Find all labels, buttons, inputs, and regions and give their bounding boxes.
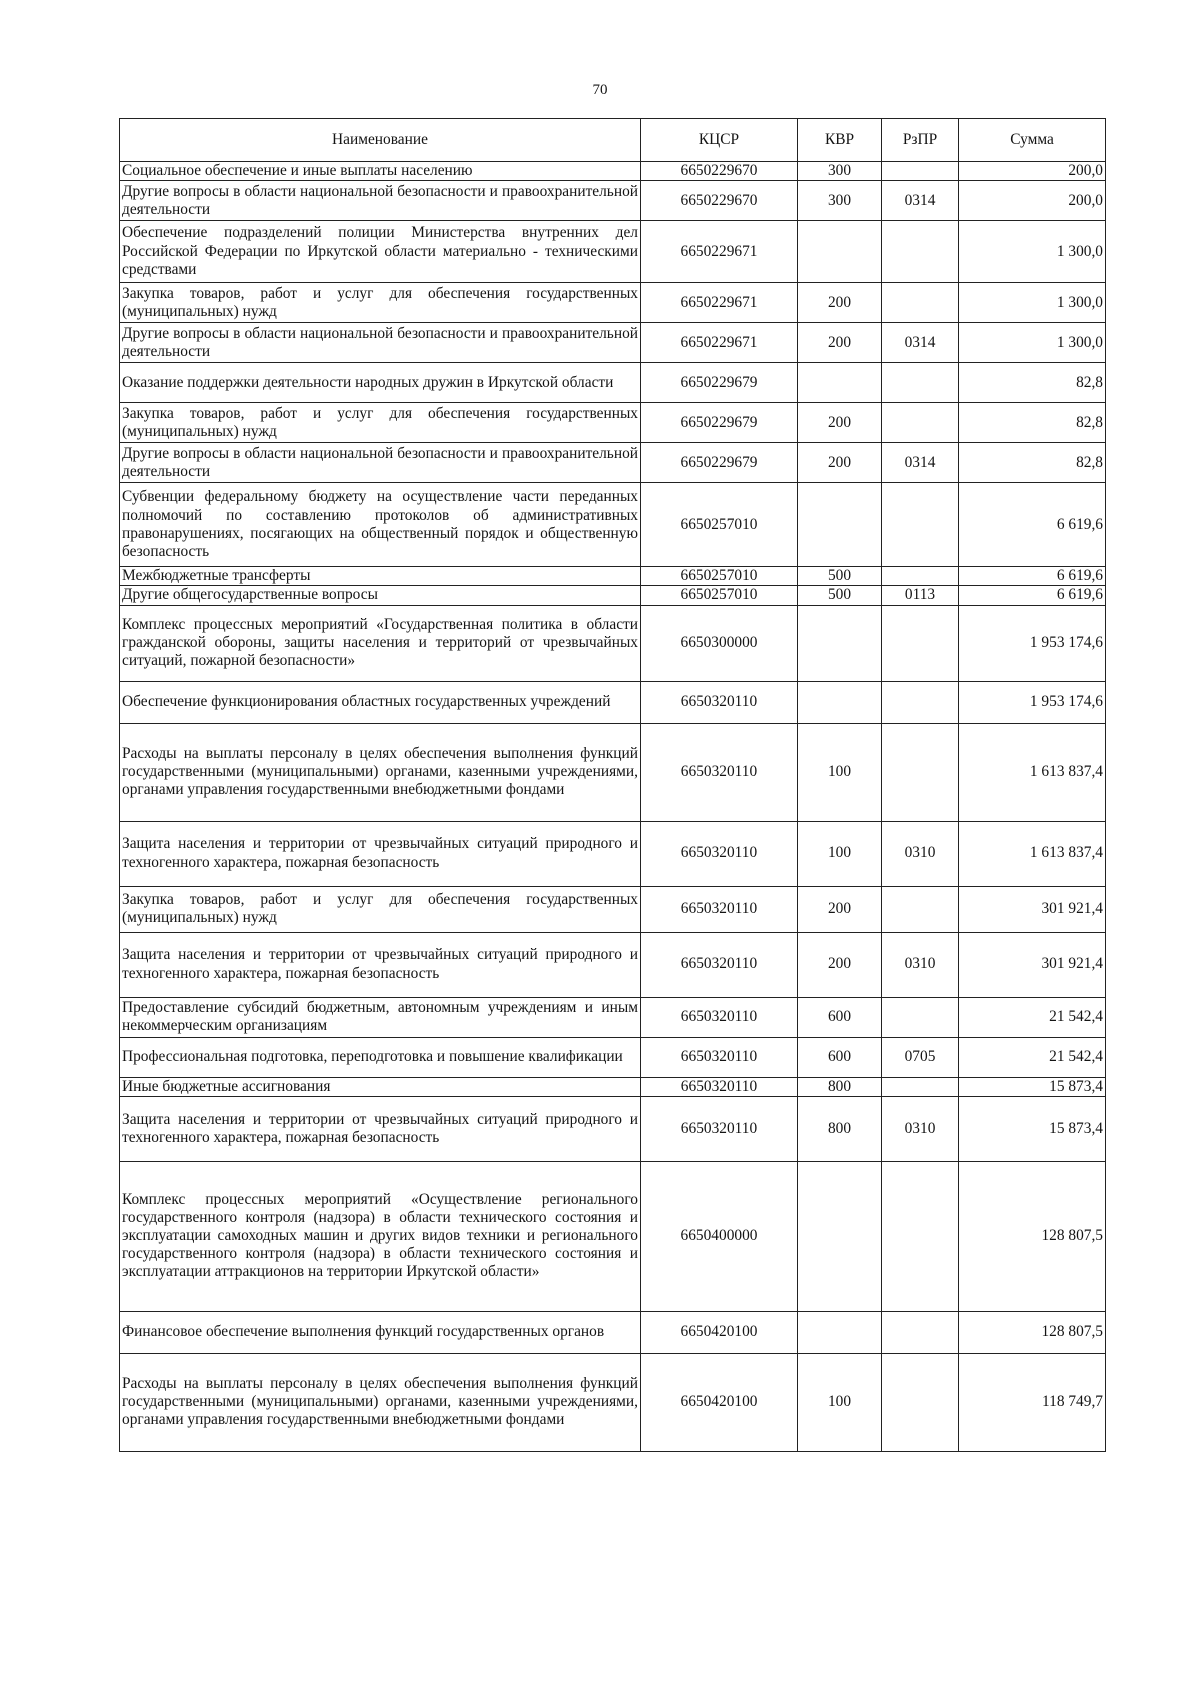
row-kcsr: 6650320110 <box>641 1037 798 1077</box>
table-row <box>120 1037 1106 1077</box>
row-kvr: 500 <box>798 586 882 605</box>
row-kcsr: 6650320110 <box>641 886 798 932</box>
row-kvr: 100 <box>798 821 882 886</box>
row-rzpr <box>882 723 959 821</box>
row-kcsr: 6650320110 <box>641 1077 798 1096</box>
column-header-sum: Сумма <box>959 119 1106 162</box>
table-row <box>120 283 1106 323</box>
column-header-name: Наименование <box>120 119 641 162</box>
row-kvr <box>798 681 882 723</box>
row-kvr: 100 <box>798 723 882 821</box>
table-row <box>120 886 1106 932</box>
table-row <box>120 221 1106 283</box>
row-sum: 21 542,4 <box>959 1037 1106 1077</box>
row-kvr: 200 <box>798 886 882 932</box>
row-kcsr: 6650320110 <box>641 1096 798 1161</box>
row-name: Расходы на выплаты персоналу в целях обеспечения выполнения функций государственными (муниципальными) органами, казенными учреждениями, органами управления государственными внебюджетными фондами <box>120 723 641 821</box>
table-row <box>120 363 1106 403</box>
row-sum: 21 542,4 <box>959 997 1106 1037</box>
row-sum: 301 921,4 <box>959 886 1106 932</box>
row-name: Финансовое обеспечение выполнения функций государственных органов <box>120 1311 641 1353</box>
row-kcsr: 6650300000 <box>641 605 798 681</box>
row-sum: 200,0 <box>959 162 1106 181</box>
row-kvr: 100 <box>798 1353 882 1451</box>
row-rzpr <box>882 997 959 1037</box>
row-rzpr <box>882 283 959 323</box>
row-kcsr: 6650320110 <box>641 997 798 1037</box>
row-kcsr: 6650229671 <box>641 221 798 283</box>
table-row <box>120 443 1106 483</box>
row-rzpr: 0314 <box>882 443 959 483</box>
row-kcsr: 6650229670 <box>641 162 798 181</box>
table-row <box>120 1311 1106 1353</box>
row-sum: 118 749,7 <box>959 1353 1106 1451</box>
row-kvr: 300 <box>798 181 882 221</box>
column-header-kvr: КВР <box>798 119 882 162</box>
row-name: Оказание поддержки деятельности народных дружин в Иркутской области <box>120 363 641 403</box>
row-name: Закупка товаров, работ и услуг для обеспечения государственных (муниципальных) нужд <box>120 283 641 323</box>
row-rzpr <box>882 162 959 181</box>
table-row <box>120 567 1106 586</box>
row-rzpr <box>882 681 959 723</box>
row-sum: 128 807,5 <box>959 1311 1106 1353</box>
table-row <box>120 821 1106 886</box>
row-rzpr <box>882 483 959 567</box>
row-kcsr: 6650229671 <box>641 283 798 323</box>
row-name: Предоставление субсидий бюджетным, автономным учреждениям и иным некоммерческим организациям <box>120 997 641 1037</box>
row-name: Другие вопросы в области национальной безопасности и правоохранительной деятельности <box>120 443 641 483</box>
column-header-kcsr: КЦСР <box>641 119 798 162</box>
table-row <box>120 586 1106 605</box>
row-kvr <box>798 1311 882 1353</box>
row-rzpr <box>882 403 959 443</box>
row-rzpr: 0113 <box>882 586 959 605</box>
budget-table <box>119 118 1106 1452</box>
row-kvr: 300 <box>798 162 882 181</box>
row-name: Межбюджетные трансферты <box>120 567 641 586</box>
row-kvr: 200 <box>798 403 882 443</box>
row-kcsr: 6650320110 <box>641 821 798 886</box>
row-name: Комплекс процессных мероприятий «Государственная политика в области гражданской обороны, защиты населения и территорий от чрезвычайных ситуаций, пожарной безопасности» <box>120 605 641 681</box>
table-row <box>120 1161 1106 1311</box>
row-kvr <box>798 221 882 283</box>
row-name: Защита населения и территории от чрезвычайных ситуаций природного и техногенного характера, пожарная безопасность <box>120 821 641 886</box>
row-kcsr: 6650229670 <box>641 181 798 221</box>
row-sum: 6 619,6 <box>959 586 1106 605</box>
table-row <box>120 605 1106 681</box>
row-rzpr <box>882 605 959 681</box>
row-sum: 1 300,0 <box>959 221 1106 283</box>
row-sum: 128 807,5 <box>959 1161 1106 1311</box>
row-sum: 301 921,4 <box>959 932 1106 997</box>
row-name: Субвенции федеральному бюджету на осуществление части переданных полномочий по составлению протоколов об административных правонарушениях, посягающих на общественный порядок и общественную безопасность <box>120 483 641 567</box>
row-kcsr: 6650320110 <box>641 723 798 821</box>
row-rzpr <box>882 567 959 586</box>
row-name: Обеспечение подразделений полиции Министерства внутренних дел Российской Федерации по Иркутской области материально - техническими средствами <box>120 221 641 283</box>
row-sum: 1 613 837,4 <box>959 723 1106 821</box>
page-number: 70 <box>592 82 608 98</box>
row-name: Обеспечение функционирования областных государственных учреждений <box>120 681 641 723</box>
row-name: Расходы на выплаты персоналу в целях обеспечения выполнения функций государственными (муниципальными) органами, казенными учреждениями, органами управления государственными внебюджетными фондами <box>120 1353 641 1451</box>
row-name: Иные бюджетные ассигнования <box>120 1077 641 1096</box>
row-sum: 1 613 837,4 <box>959 821 1106 886</box>
row-kvr: 200 <box>798 443 882 483</box>
table-body <box>120 162 1106 1452</box>
row-sum: 15 873,4 <box>959 1077 1106 1096</box>
table-row <box>120 181 1106 221</box>
row-rzpr <box>882 886 959 932</box>
row-kvr: 200 <box>798 283 882 323</box>
row-sum: 1 300,0 <box>959 323 1106 363</box>
row-sum: 1 953 174,6 <box>959 681 1106 723</box>
row-kcsr: 6650257010 <box>641 483 798 567</box>
row-sum: 200,0 <box>959 181 1106 221</box>
row-kcsr: 6650229679 <box>641 443 798 483</box>
row-kcsr: 6650400000 <box>641 1161 798 1311</box>
row-rzpr <box>882 221 959 283</box>
row-sum: 6 619,6 <box>959 483 1106 567</box>
row-kvr: 800 <box>798 1077 882 1096</box>
row-kcsr: 6650420100 <box>641 1353 798 1451</box>
table-row <box>120 997 1106 1037</box>
table-row <box>120 403 1106 443</box>
row-name: Защита населения и территории от чрезвычайных ситуаций природного и техногенного характера, пожарная безопасность <box>120 1096 641 1161</box>
row-name: Защита населения и территории от чрезвычайных ситуаций природного и техногенного характера, пожарная безопасность <box>120 932 641 997</box>
table-row <box>120 1353 1106 1451</box>
row-name: Закупка товаров, работ и услуг для обеспечения государственных (муниципальных) нужд <box>120 403 641 443</box>
row-kcsr: 6650320110 <box>641 681 798 723</box>
table-row <box>120 681 1106 723</box>
row-name: Другие вопросы в области национальной безопасности и правоохранительной деятельности <box>120 181 641 221</box>
row-name: Другие общегосударственные вопросы <box>120 586 641 605</box>
table-row <box>120 483 1106 567</box>
row-kvr: 600 <box>798 997 882 1037</box>
row-kvr <box>798 1161 882 1311</box>
row-name: Закупка товаров, работ и услуг для обеспечения государственных (муниципальных) нужд <box>120 886 641 932</box>
row-name: Профессиональная подготовка, переподготовка и повышение квалификации <box>120 1037 641 1077</box>
row-rzpr: 0705 <box>882 1037 959 1077</box>
row-kvr: 800 <box>798 1096 882 1161</box>
row-sum: 82,8 <box>959 443 1106 483</box>
table-header-row <box>120 119 1106 162</box>
row-rzpr: 0310 <box>882 1096 959 1161</box>
table-row <box>120 723 1106 821</box>
table-row <box>120 323 1106 363</box>
row-kvr: 200 <box>798 323 882 363</box>
row-sum: 15 873,4 <box>959 1096 1106 1161</box>
row-kvr: 200 <box>798 932 882 997</box>
row-rzpr <box>882 1353 959 1451</box>
row-rzpr: 0310 <box>882 821 959 886</box>
row-kvr <box>798 483 882 567</box>
row-kvr: 600 <box>798 1037 882 1077</box>
table-row <box>120 1077 1106 1096</box>
row-kcsr: 6650320110 <box>641 932 798 997</box>
row-rzpr: 0310 <box>882 932 959 997</box>
table-row <box>120 162 1106 181</box>
row-rzpr <box>882 363 959 403</box>
row-name: Другие вопросы в области национальной безопасности и правоохранительной деятельности <box>120 323 641 363</box>
table-row <box>120 932 1106 997</box>
row-name: Социальное обеспечение и иные выплаты населению <box>120 162 641 181</box>
row-rzpr <box>882 1311 959 1353</box>
row-kcsr: 6650257010 <box>641 567 798 586</box>
row-sum: 82,8 <box>959 363 1106 403</box>
row-sum: 6 619,6 <box>959 567 1106 586</box>
row-rzpr <box>882 1077 959 1096</box>
row-sum: 1 300,0 <box>959 283 1106 323</box>
row-name: Комплекс процессных мероприятий «Осуществление регионального государственного контроля (надзора) в области технического состояния и эксплуатации самоходных машин и других видов техники и регионального государственного контроля (надзора) в области технического состояния и эксплуатации аттракционов на территории Иркутской области» <box>120 1161 641 1311</box>
column-header-rzpr: РзПР <box>882 119 959 162</box>
row-kcsr: 6650229679 <box>641 363 798 403</box>
row-kcsr: 6650420100 <box>641 1311 798 1353</box>
row-rzpr: 0314 <box>882 181 959 221</box>
row-rzpr <box>882 1161 959 1311</box>
row-kcsr: 6650229679 <box>641 403 798 443</box>
table-row <box>120 1096 1106 1161</box>
row-kvr: 500 <box>798 567 882 586</box>
row-sum: 82,8 <box>959 403 1106 443</box>
row-kvr <box>798 363 882 403</box>
row-kcsr: 6650229671 <box>641 323 798 363</box>
row-sum: 1 953 174,6 <box>959 605 1106 681</box>
row-rzpr: 0314 <box>882 323 959 363</box>
row-kvr <box>798 605 882 681</box>
row-kcsr: 6650257010 <box>641 586 798 605</box>
